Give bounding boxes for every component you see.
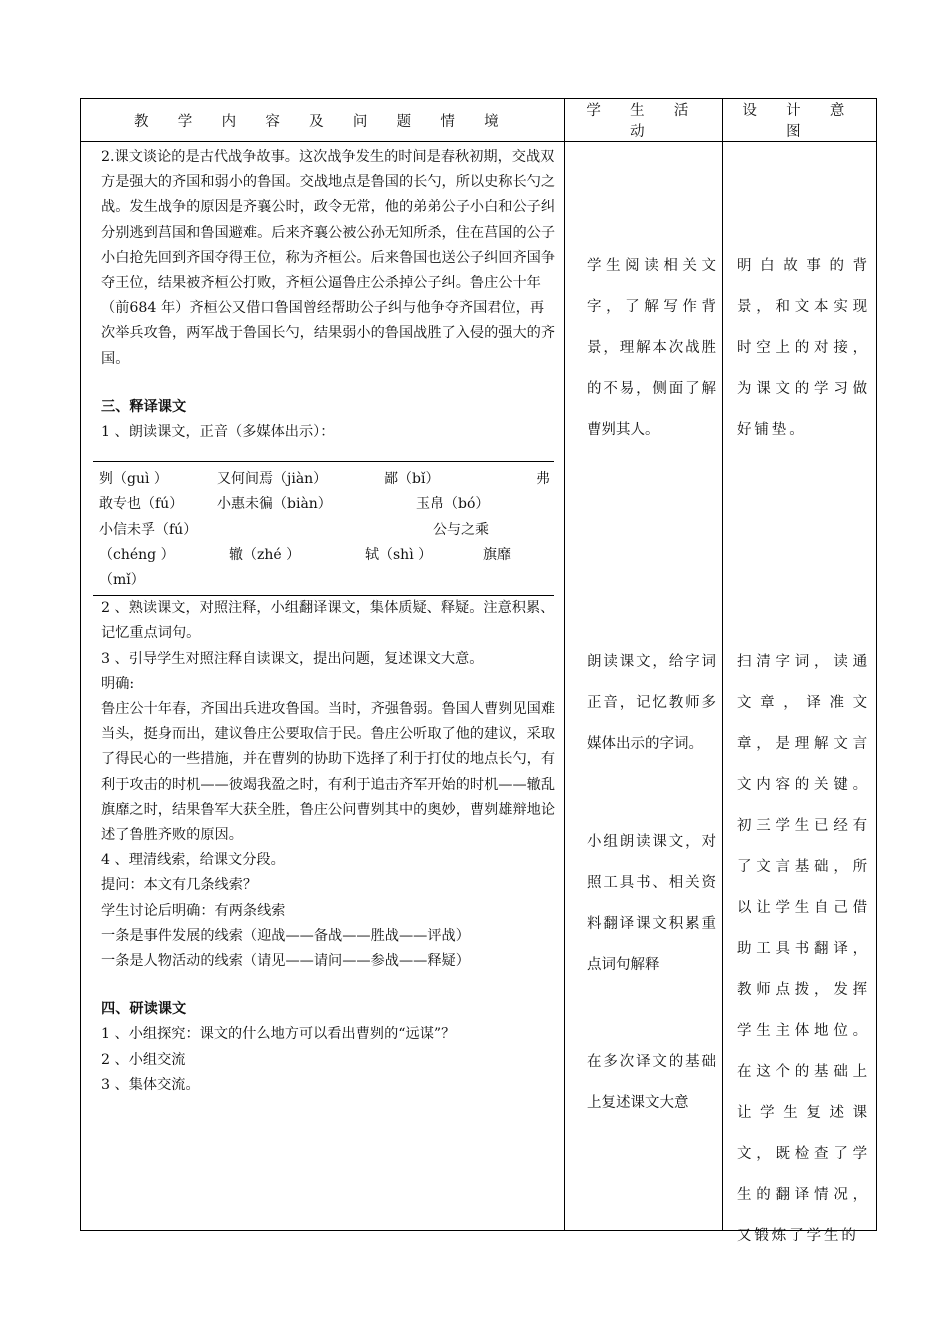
activity-4: 在多次译文的基础上复述课文大意 (587, 1054, 716, 1111)
activity-2: 朗读课文，给字词正音，记忆教师多媒体出示的字词。 (587, 654, 716, 752)
table-body-row (81, 142, 877, 1231)
pinyin-item: 小惠未徧（biàn） (217, 496, 332, 513)
research-step-1: 1 、小组探究：课文的什么地方可以看出曹刿的“远谋”？ (101, 1026, 456, 1043)
step-2-text: 2 、熟读课文，对照注释，小组翻译课文，集体质疑、释疑。注意积累、记忆重点词句。 (101, 600, 555, 642)
pinyin-item: （mǐ） (99, 571, 145, 588)
activity-1: 学生阅读相关文字，了解写作背景，理解本次战胜的不易，侧面了解曹刿其人。 (587, 258, 716, 438)
student-activity-cell (565, 142, 723, 1231)
pinyin-item: 弗 (536, 471, 550, 488)
clarify-label: 明确: (101, 675, 135, 692)
lesson-plan-table (80, 98, 877, 1244)
teaching-content-cell (81, 142, 565, 1231)
header-design-intent: 设 计 意 图 (723, 99, 877, 142)
answer-text: 学生讨论后明确：有两条线索 (101, 902, 286, 919)
table-header-row (81, 99, 877, 142)
question-text: 提问：本文有几条线索？ (101, 877, 258, 894)
step-4-text: 4 、理清线索，给课文分段。 (101, 852, 285, 869)
pinyin-item: 公与之乘 (433, 521, 489, 538)
pinyin-item: （chéng ） (99, 546, 175, 563)
pinyin-item: 小信未孚（fú） (99, 521, 198, 538)
pinyin-item: 敢专也（fú） (99, 496, 184, 513)
clue-2-text: 一条是人物活动的线索（请见——请问——参战——释疑） (101, 953, 470, 970)
intent-2: 扫清字词，读通文章，译准文章，是理解文言文内容的关键。初三学生已经有了文言基础，所以让学生自己借助工具书翻译，教师点拨，发挥学生主体地位。在这个的基础上让学生复述课文，既检查了学生的翻译情况，又锻炼了学生的 (737, 654, 870, 1244)
pinyin-item: 旗靡 (483, 546, 511, 563)
design-intent-cell (723, 142, 877, 1244)
pinyin-item: 刿（guì ） (99, 471, 168, 488)
step-1-text: 1 、朗读课文，正音（多媒体出示）： (101, 424, 335, 441)
activity-3: 小组朗读课文，对照工具书、相关资料翻译课文积累重点词句解释 (587, 834, 716, 973)
research-step-3: 3 、集体交流。 (101, 1076, 200, 1093)
clue-1-text: 一条是事件发展的线索（迎战——备战——胜战——评战） (101, 927, 470, 944)
step-3-text: 3 、引导学生对照注释自读课文，提出问题，复述课文大意。 (101, 650, 484, 667)
pinyin-box (93, 461, 554, 596)
section-3-heading: 三、释译课文 (101, 398, 187, 415)
header-teaching-content: 教 学 内 容 及 问 题 情 境 (81, 99, 565, 142)
header-student-activity: 学 生 活 动 (565, 99, 723, 142)
intent-1: 明白故事的背景，和文本实现时空上的对接，为课文的学习做好铺垫。 (737, 258, 870, 438)
summary-paragraph: 鲁庄公十年春，齐国出兵进攻鲁国。当时，齐强鲁弱。鲁国人曹刿见国难当头，挺身而出，建议鲁庄公要取信于民。鲁庄公听取了他的建议，采取了得民心的一些措施，并在曹刿的协助下选择了利于打仗的地点长勺，有利于攻击的时机——彼竭我盈之时，有利于追击齐军开始的时机——辙乱旗靡之时，结果鲁军大获全胜，鲁庄公问曹刿其中的奥妙，曹刿雄辩地论述了鲁胜齐败的原因。 (101, 700, 556, 843)
section-4-heading: 四、研读课文 (101, 1001, 187, 1018)
pinyin-item: 辙（zhé ） (229, 546, 301, 563)
research-step-2: 2 、小组交流 (101, 1051, 186, 1068)
pinyin-item: 玉帛（bó） (416, 496, 490, 513)
pinyin-item: 又何间焉（jiàn） (217, 471, 328, 488)
pinyin-item: 鄙（bǐ） (384, 471, 440, 488)
background-paragraph: 2.课文谈论的是古代战争故事。这次战争发生的时间是春秋初期，交战双方是强大的齐国和弱小的鲁国。交战地点是鲁国的长勺，所以史称长勺之战。发生战争的原因是齐襄公时，政令无常，他的弟弟公子小白和公子纠分别逃到莒国和鲁国避难。后来齐襄公被公孙无知所杀，住在莒国的公子小白抢先回到齐国夺得王位，称为齐桓公。后来鲁国也送公子纠回齐国争夺王位，结果被齐桓公打败，齐桓公逼鲁庄公杀掉公子纠。鲁庄公十年（前684 年）齐桓公又借口鲁国曾经帮助公子纠与他争夺齐国君位，再次举兵攻鲁，两军战于鲁国长勺，结果弱小的鲁国战胜了入侵的强大的齐国。 (101, 149, 556, 367)
pinyin-item: 轼（shì ） (365, 546, 433, 563)
